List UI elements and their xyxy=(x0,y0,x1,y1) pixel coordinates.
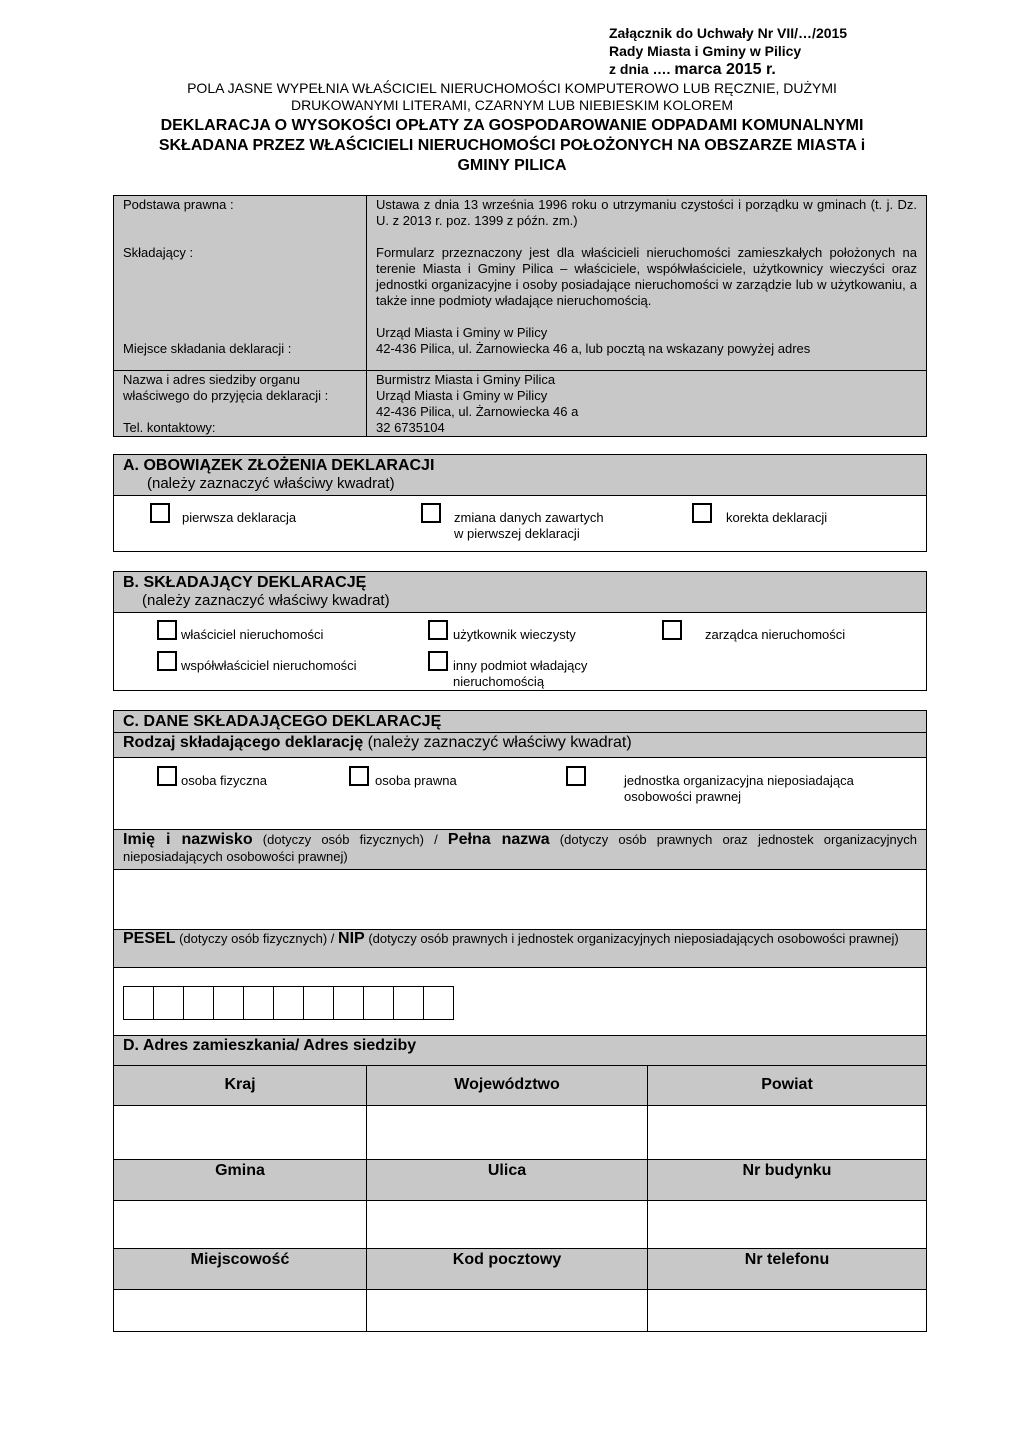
voivodeship-input[interactable] xyxy=(367,1106,648,1160)
option-first-declaration[interactable]: pierwsza deklaracja xyxy=(150,503,296,526)
checkbox-manager[interactable] xyxy=(662,620,682,640)
option-legal-person[interactable]: osoba prawna xyxy=(349,766,457,789)
checkbox-co-owner[interactable] xyxy=(157,651,177,671)
option-natural-person[interactable]: osoba fizyczna xyxy=(157,766,267,789)
pesel-digit-box[interactable] xyxy=(153,986,184,1020)
district-input[interactable] xyxy=(648,1106,927,1160)
phone-label: Tel. kontaktowy: xyxy=(123,420,216,435)
section-b-subtitle: (należy zaznaczyć właściwy kwadrat) xyxy=(142,592,390,609)
submitter-value: Formularz przeznaczony jest dla właścicieli nieruchomości zamieszkałych położonych na terenie Miasta i Gminy Pilica – właściciele, współwłaściciele, użytkownicy wieczyści oraz jednostki organizacyjne i osoby posiadające nieruchomości w zarządzie lub w użytkowaniu, a także inne podmioty władające nieruchomością. xyxy=(376,245,917,308)
info-labels xyxy=(114,196,367,371)
section-a-title: A. OBOWIĄZEK ZŁOŻENIA DEKLARACJI xyxy=(123,457,435,474)
pesel-digit-box[interactable] xyxy=(183,986,214,1020)
option-perpetual-user[interactable]: użytkownik wieczysty xyxy=(428,620,576,643)
pesel-digit-box[interactable] xyxy=(363,986,394,1020)
address-header-voivodeship: Województwo xyxy=(367,1066,648,1106)
pesel-digit-box[interactable] xyxy=(123,986,154,1020)
commune-input[interactable] xyxy=(114,1201,367,1249)
checkbox-natural-person[interactable] xyxy=(157,766,177,786)
street-input[interactable] xyxy=(367,1201,648,1249)
fill-instructions: POLA JASNE WYPEŁNIA WŁAŚCICIEL NIERUCHOMOŚCI KOMPUTEROWO LUB RĘCZNIE, DUŻYMI DRUKOWANYMI LITERAMI, CZARNYM LUB NIEBIESKIM KOLOREM xyxy=(187,80,837,113)
address-header-building-no: Nr budynku xyxy=(648,1160,927,1201)
option-co-owner[interactable]: współwłaściciel nieruchomości xyxy=(157,651,357,674)
annex-line-3: z dnia …. marca 2015 r. xyxy=(609,61,776,78)
pesel-digit-box[interactable] xyxy=(393,986,424,1020)
phone-value: 32 6735104 xyxy=(376,420,445,435)
name-input[interactable] xyxy=(114,870,927,930)
postal-code-input[interactable] xyxy=(367,1290,648,1332)
checkbox-perpetual-user[interactable] xyxy=(428,620,448,640)
address-header-country: Kraj xyxy=(114,1066,367,1106)
option-data-change[interactable]: zmiana danych zawartych w pierwszej deklaracji xyxy=(421,503,604,542)
address-header-locality: Miejscowość xyxy=(114,1249,367,1290)
pesel-digit-box[interactable] xyxy=(213,986,244,1020)
section-b xyxy=(113,571,927,691)
section-b-title: B. SKŁADAJĄCY DEKLARACJĘ xyxy=(123,574,367,591)
section-d-title: D. Adres zamieszkania/ Adres siedziby xyxy=(123,1037,417,1054)
pesel-digit-box[interactable] xyxy=(333,986,364,1020)
info-values xyxy=(367,196,927,371)
address-header-street: Ulica xyxy=(367,1160,648,1201)
pesel-digit-box[interactable] xyxy=(423,986,454,1020)
address-header-commune: Gmina xyxy=(114,1160,367,1201)
section-a xyxy=(113,454,927,552)
legal-basis-label: Podstawa prawna : xyxy=(123,197,234,212)
document-title: DEKLARACJA O WYSOKOŚCI OPŁATY ZA GOSPODAROWANIE ODPADAMI KOMUNALNYMI SKŁADANA PRZEZ WŁAŚCICIELI NIERUCHOMOŚCI POŁOŻONYCH NA OBSZARZE MIASTA i GMINY PILICA xyxy=(158,117,866,174)
option-manager[interactable]: zarządca nieruchomości xyxy=(662,620,845,643)
pesel-digit-box[interactable] xyxy=(243,986,274,1020)
annex-line-1: Załącznik do Uchwały Nr VII/…/2015 xyxy=(609,25,848,41)
pesel-digit-box[interactable] xyxy=(303,986,334,1020)
place-value-2: 42-436 Pilica, ul. Żarnowiecka 46 a, lub pocztą na wskazany powyżej adres xyxy=(376,341,811,356)
checkbox-organizational-unit[interactable] xyxy=(566,766,586,786)
legal-basis-value: Ustawa z dnia 13 września 1996 roku o utrzymaniu czystości i porządku w gminach (t. j. Dz. U. z 2013 r. poz. 1399 z późn. zm.) xyxy=(376,197,917,228)
annex-line-2: Rady Miasta i Gminy w Pilicy xyxy=(609,43,802,59)
checkbox-legal-person[interactable] xyxy=(349,766,369,786)
address-header-district: Powiat xyxy=(648,1066,927,1106)
pesel-field-label: PESEL (dotyczy osób fizycznych) / NIP (dotyczy osób prawnych i jednostek organizacyjnych nieposiadających osobowości prawnej) xyxy=(123,930,899,947)
address-header-phone: Nr telefonu xyxy=(648,1249,927,1290)
checkbox-data-change[interactable] xyxy=(421,503,441,523)
checkbox-first-declaration[interactable] xyxy=(150,503,170,523)
address-header-postal-code: Kod pocztowy xyxy=(367,1249,648,1290)
checkbox-other-entity[interactable] xyxy=(428,651,448,671)
organ-values: Burmistrz Miasta i Gminy Pilica Urząd Miasta i Gminy w Pilicy 42-436 Pilica, ul. Żarnowiecka 46 a 32 6735104 xyxy=(367,371,927,437)
organ-labels: Nazwa i adres siedziby organu właściwego do przyjęcia deklaracji : Tel. kontaktowy: xyxy=(114,371,367,437)
checkbox-correction[interactable] xyxy=(692,503,712,523)
option-other-entity[interactable]: inny podmiot władający nieruchomością xyxy=(428,651,587,690)
submitter-type-label: Rodzaj składającego deklarację (należy zaznaczyć właściwy kwadrat) xyxy=(123,734,632,751)
section-a-subtitle: (należy zaznaczyć właściwy kwadrat) xyxy=(147,475,395,492)
locality-input[interactable] xyxy=(114,1290,367,1332)
option-organizational-unit[interactable]: jednostka organizacyjna nieposiadająca osobowości prawnej xyxy=(566,766,854,805)
pesel-digit-box[interactable] xyxy=(273,986,304,1020)
checkbox-owner[interactable] xyxy=(157,620,177,640)
annex-header xyxy=(609,24,847,79)
info-table xyxy=(113,195,927,437)
phone-input[interactable] xyxy=(648,1290,927,1332)
building-no-input[interactable] xyxy=(648,1201,927,1249)
option-correction[interactable]: korekta deklaracji xyxy=(692,503,827,526)
address-table xyxy=(113,1065,927,1332)
country-input[interactable] xyxy=(114,1106,367,1160)
place-label: Miejsce składania deklaracji : xyxy=(123,341,292,356)
section-c-title: C. DANE SKŁADAJĄCEGO DEKLARACJĘ xyxy=(123,713,442,730)
submitter-label: Składający : xyxy=(123,245,194,260)
pesel-input-boxes[interactable] xyxy=(123,986,453,1020)
place-value-1: Urząd Miasta i Gminy w Pilicy xyxy=(376,325,548,340)
option-owner[interactable]: właściciel nieruchomości xyxy=(157,620,323,643)
name-field-label: Imię i nazwisko (dotyczy osób fizycznych) / Pełna nazwa (dotyczy osób prawnych oraz jednostek organizacyjnych nieposiadających osobowości prawnej) xyxy=(123,831,917,864)
